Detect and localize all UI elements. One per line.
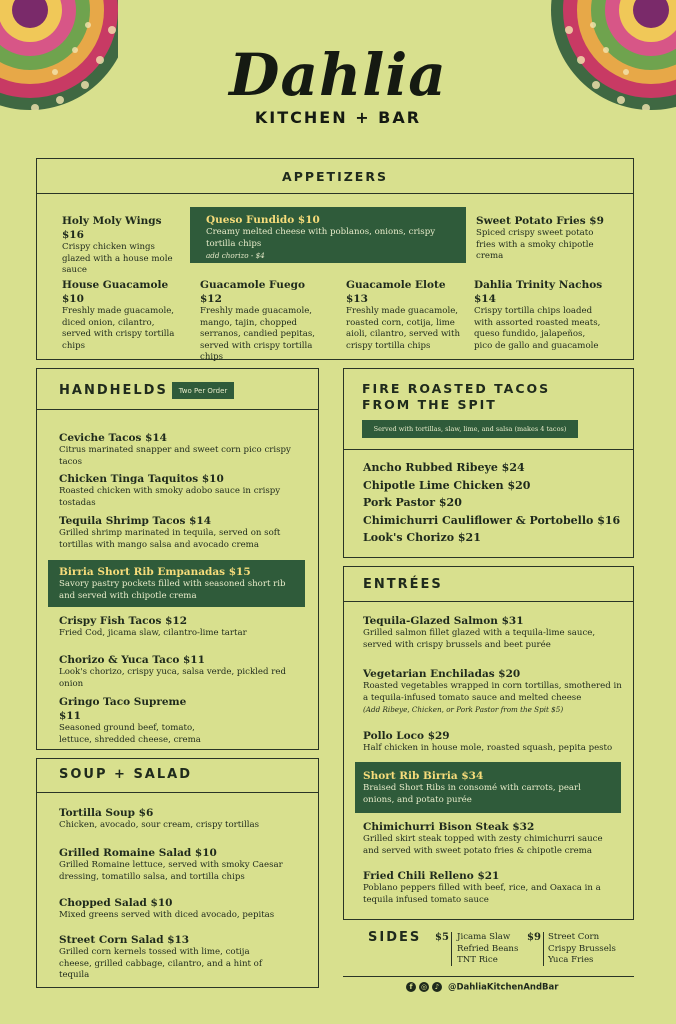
menu-item: Street Corn Salad $13 Grilled corn kernels tossed with lime, cotija cheese, grilled cabbage, cilantro, and a hint of tequila	[59, 934, 263, 980]
handhelds-tag: Two Per Order	[172, 382, 234, 399]
brand-name: Dahlia	[229, 41, 447, 109]
brand-logo	[0, 41, 676, 127]
menu-item-featured: Short Rib Birria $34 Braised Short Ribs in consomé with carrots, pearl onions, and potato purée	[355, 762, 621, 813]
facebook-icon[interactable]: f	[406, 982, 416, 992]
menu-item: Pollo Loco $29 Half chicken in house mole, roasted squash, pepita pesto	[363, 730, 613, 753]
menu-item: Sweet Potato Fries $9 Spiced crispy sweet potato fries with a smoky chipotle crema	[476, 215, 604, 261]
sides-list-b	[548, 932, 616, 967]
sides-price-b: $9	[527, 932, 541, 943]
side-item: Yuca Fries	[548, 955, 594, 965]
menu-item: Guacamole Fuego $12 Freshly made guacamole, mango, tajin, chopped serranos, candied pepitas, served with crispy tortilla chips	[200, 279, 316, 362]
handhelds-title: HANDHELDS	[59, 383, 168, 398]
entrees-divider	[343, 601, 634, 602]
menu-item: House Guacamole $10 Freshly made guacamole, diced onion, cilantro, served with crispy tortilla chips	[62, 279, 175, 351]
taco-item: Chimichurri Cauliflower & Portobello $16	[363, 513, 621, 527]
footer-divider	[343, 976, 634, 977]
handhelds-section	[36, 368, 319, 750]
side-item: Street Corn	[548, 932, 600, 942]
menu-item: Chopped Salad $10 Mixed greens served with diced avocado, pepitas	[59, 897, 275, 920]
tacos-list	[363, 459, 623, 547]
menu-item: Holy Moly Wings $16 Crispy chicken wings glazed with a house mole sauce	[62, 215, 173, 275]
menu-item: Tequila Shrimp Tacos $14 Grilled shrimp marinated in tequila, served on soft tortillas with mango salsa and avocado crema	[59, 515, 281, 550]
taco-item: Chipotle Lime Chicken $20	[363, 478, 531, 492]
menu-item: Tequila-Glazed Salmon $31 Grilled salmon fillet glazed with a tequila-lime sauce, served with crispy brussels and beet purée	[363, 615, 596, 650]
menu-item: Ceviche Tacos $14 Citrus marinated snapper and sweet corn pico crispy tacos	[59, 432, 291, 467]
instagram-icon[interactable]: ◎	[420, 983, 428, 991]
social-handle[interactable]: @DahliaKitchenAndBar	[447, 982, 559, 993]
tacos-title: FIRE ROASTED TACOS FROM THE SPIT	[362, 381, 551, 412]
taco-item: Ancho Rubbed Ribeye $24	[363, 461, 525, 474]
appetizers-divider	[36, 193, 634, 194]
tacos-divider	[343, 449, 634, 450]
menu-item: Grilled Romaine Salad $10 Grilled Romaine lettuce, served with smoky Caesar dressing, tomatillo salsa, and tortilla chips	[59, 847, 283, 882]
menu-item: Guacamole Elote $13 Freshly made guacamole, roasted corn, cotija, lime aioli, cilantro, served with crispy tortilla chips	[346, 279, 461, 351]
side-item: TNT Rice	[457, 955, 498, 965]
menu-item: Chorizo & Yuca Taco $11 Look's chorizo, crispy yuca, salsa verde, pickled red onion	[59, 654, 286, 689]
menu-item: Gringo Taco Supreme $11 Seasoned ground beef, tomato, lettuce, shredded cheese, crema	[59, 696, 201, 745]
taco-item: Look's Chorizo $21	[363, 531, 481, 544]
entrees-title: ENTRÉES	[363, 577, 443, 592]
social-row	[406, 982, 558, 993]
tacos-tag: Served with tortillas, slaw, lime, and salsa (makes 4 tacos)	[362, 420, 578, 438]
menu-item: Fried Chili Relleno $21 Poblano peppers filled with beef, rice, and Oaxaca in a tequila infused tomato sauce	[363, 870, 601, 905]
side-item: Refried Beans	[457, 943, 519, 954]
taco-item: Pork Pastor $20	[363, 496, 462, 509]
sides-divider-b	[543, 932, 544, 966]
sides-price-a: $5	[435, 932, 449, 943]
menu-item: Vegetarian Enchiladas $20 Roasted vegetables wrapped in corn tortillas, smothered in a tequila-infused tomato sauce and melted cheese (Add Ribeye, Chicken, or Pork Pastor from the Spit $5)	[363, 668, 622, 714]
soup-salad-title: SOUP + SALAD	[59, 767, 193, 782]
side-item: Jicama Slaw	[457, 932, 511, 942]
menu-item-featured: Birria Short Rib Empanadas $15 Savory pastry pockets filled with seasoned short rib and served with chipotle crema	[48, 560, 305, 607]
tiktok-icon[interactable]: ♪	[432, 982, 442, 992]
sides-list-a	[457, 932, 518, 967]
brand-subtitle: KITCHEN + BAR	[254, 108, 422, 127]
menu-item: Crispy Fish Tacos $12 Fried Cod, jicama slaw, cilantro-lime tartar	[59, 615, 247, 638]
menu-item: Dahlia Trinity Nachos $14 Crispy tortilla chips loaded with assorted roasted meats, queso fundido, jalapeños, pico de gallo and guacamole	[474, 279, 603, 351]
menu-item: Chicken Tinga Taquitos $10 Roasted chicken with smoky adobo sauce in crispy tostadas	[59, 473, 281, 508]
sides-divider-a	[451, 932, 452, 966]
handhelds-divider	[36, 409, 319, 410]
sides-title: SIDES	[368, 930, 422, 945]
appetizers-title: APPETIZERS	[282, 169, 388, 184]
side-item: Crispy Brussels	[548, 943, 616, 954]
menu-item-featured: Queso Fundido $10 Creamy melted cheese with poblanos, onions, crispy tortilla chips add chorizo - $4	[190, 207, 466, 263]
menu-item: Chimichurri Bison Steak $32 Grilled skirt steak topped with zesty chimichurri sauce and served with sweet potato fries & chipotle crema	[363, 821, 603, 856]
menu-item: Tortilla Soup $6 Chicken, avocado, sour cream, crispy tortillas	[59, 807, 260, 830]
soup-salad-divider	[36, 792, 319, 793]
